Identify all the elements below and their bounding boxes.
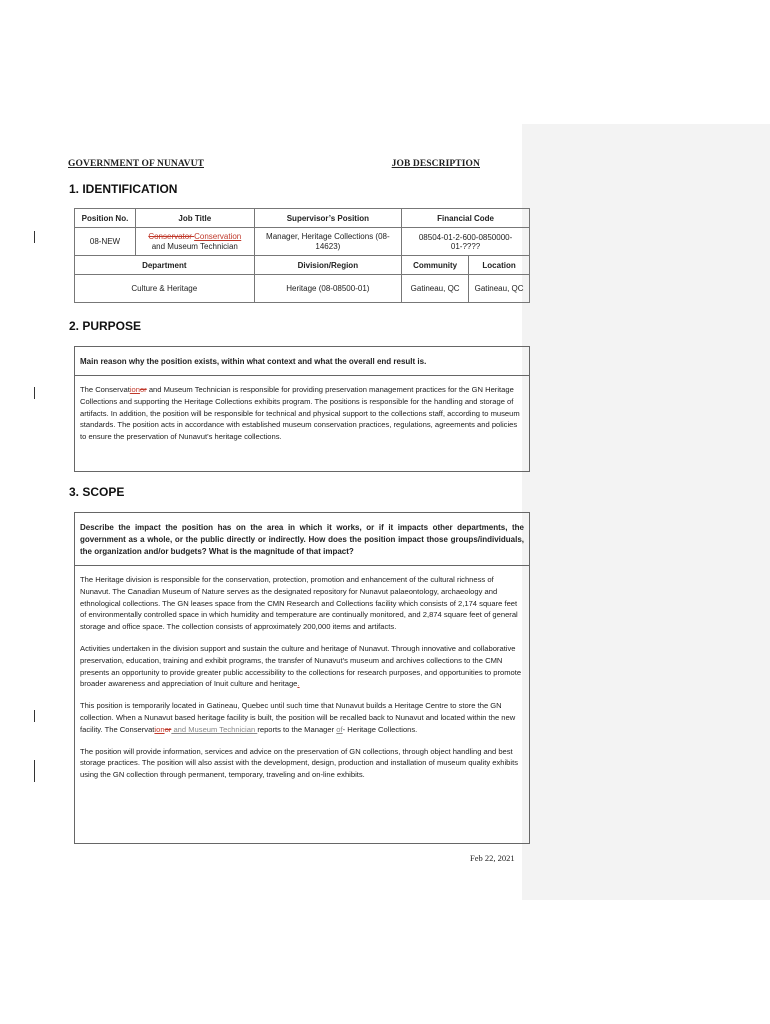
identification-table — [74, 208, 530, 303]
col-header-supervisor: Supervisor’s Position — [254, 209, 402, 228]
col-header-job-title: Job Title — [136, 209, 255, 228]
footer-date: Feb 22, 2021 — [470, 853, 515, 863]
scope-text: reports to the Manager — [257, 724, 337, 734]
col-header-community: Community — [402, 256, 469, 275]
scope-box — [74, 512, 530, 844]
col-header-financial-code: Financial Code — [402, 209, 530, 228]
section-identification-title: 1. IDENTIFICATION — [69, 182, 178, 196]
scope-paragraph: The Heritage division is responsible for the conservation, protection, promotion and enhancement of the cultural richness of Nunavut. The Canadian Museum of Nature serves as the designated repository for Nunavut palaeontology, archaeology and ethnological collections. The GN leases space from the CMN Research and Collections facility which consists of 2,174 square feet of environmentally controlled space in which humidity and temperature are continually monitored, and 2,874 square feet of general storage and office space. The collection consists of approximately 200,000 items and artifacts. — [80, 575, 518, 632]
deleted-text: or — [164, 724, 172, 734]
cell-financial-code: 08504-01-2-600-0850000-01-???? — [402, 228, 530, 256]
change-bar — [34, 710, 35, 722]
job-title-inserted: Conservation — [194, 231, 242, 241]
cell-community: Gatineau, QC — [402, 275, 469, 303]
document-header — [68, 159, 480, 169]
purpose-box — [74, 346, 530, 472]
cell-supervisor: Manager, Heritage Collections (08-14623) — [254, 228, 402, 256]
col-header-division: Division/Region — [254, 256, 402, 275]
inserted-text: ion — [154, 724, 165, 734]
change-bar — [34, 231, 35, 243]
col-header-location: Location — [469, 256, 530, 275]
scope-text: This position is temporarily located in Gatineau, Quebec until such time that Nunavut builds a Heritage Centre to store the GN collection. When a Nunavut based heritage facility is built, the position will be recalled back to Nunavut and located within the new facility. The Conservat — [80, 701, 516, 734]
inserted-text: and Museum Technician — [171, 724, 258, 734]
header-left: GOVERNMENT OF NUNAVUT — [68, 159, 204, 169]
purpose-question: Main reason why the position exists, within what context and what the overall end result is. — [75, 347, 529, 376]
change-bar — [34, 387, 35, 399]
cell-department: Culture & Heritage — [75, 275, 255, 303]
header-right: JOB DESCRIPTION — [391, 159, 480, 169]
job-title-rest: and Museum Technician — [151, 241, 238, 251]
purpose-answer — [75, 376, 529, 447]
cell-job-title — [136, 228, 255, 256]
scope-answer — [75, 566, 529, 785]
scope-paragraph — [80, 643, 524, 690]
cell-location: Gatineau, QC — [469, 275, 530, 303]
inserted-text: . — [297, 679, 300, 689]
scope-paragraph: The position will provide information, services and advice on the preservation of GN collections, through object handling and best storage practices. The position will also assist with the development, design, production and installation of museum quality exhibits using the GN collection through permanent, temporary, traveling and on-line exhibits. — [80, 746, 519, 780]
col-header-department: Department — [75, 256, 255, 275]
purpose-text: The Conservat — [80, 385, 130, 394]
inserted-text: of — [336, 724, 343, 734]
scope-text: - Heritage Collections. — [342, 724, 418, 734]
cell-position-no: 08-NEW — [75, 228, 136, 256]
job-title-deleted: Conservator — [148, 231, 195, 241]
section-scope-title: 3. SCOPE — [69, 485, 125, 499]
comment-margin-pane — [522, 124, 770, 900]
deleted-text: or — [139, 385, 147, 394]
change-bar — [34, 760, 35, 782]
scope-text: Activities undertaken in the division support and sustain the culture and heritage of Nunavut. Through innovative and collaborative preservation, education, training and exhibit programs, the transfer of Nunavut’s museum and archives collections to the CMN presents an opportunity to provide greater public accessibility to the collections for research purposes, and opportunities to promote broader awareness and appreciation of Inuit culture and heritage — [80, 643, 522, 689]
col-header-position-no: Position No. — [75, 209, 136, 228]
section-purpose-title: 2. PURPOSE — [69, 319, 142, 333]
purpose-text: and Museum Technician is responsible for providing preservation management practices for the GN Heritage Collections and supporting the Heritage Collections exhibits program. The positions is responsible for the handling and storage of artifacts. In addition, the position will be responsible for technical and physical support to the collections staff, according to museum standards. The position acts in accordance with established museum conservation practices, regulations, agreements and policies to ensure the preservation of Nunavut’s heritage collections. — [80, 385, 520, 442]
inserted-text: ion — [129, 385, 140, 394]
scope-paragraph — [80, 700, 524, 735]
cell-division: Heritage (08-08500-01) — [254, 275, 402, 303]
scope-question: Describe the impact the position has on the area in which it works, or if it impacts other departments, the government as a whole, or the public directly or indirectly. How does the position impact those groups/individuals, the organization and/or budgets? What is the magnitude of that impact? — [75, 513, 529, 566]
